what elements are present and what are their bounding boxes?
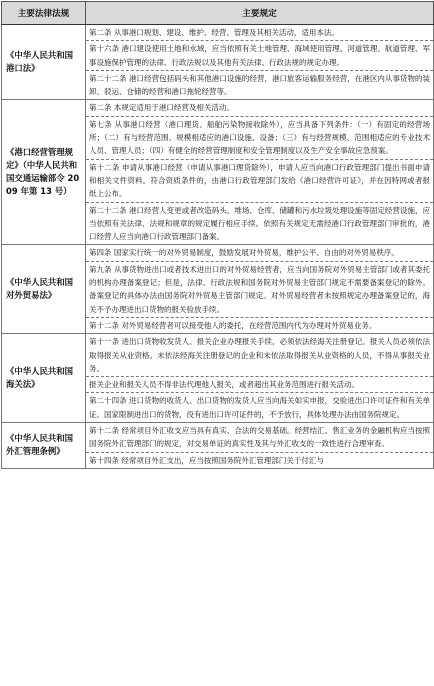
article: 第七条 从事港口经营（港口理货、船舶污染物接收除外），应当具备下列条件：（一）有固定的经营场所；（二）有与经营范围、规模相适应的港口设施、设备；（三）有与经营规模、范围相适应的专业技术人员、管理人员；（四）有健全的经营管理制度和安全管理制度以及生产安全事故应急预案。 <box>86 116 433 159</box>
article: 第十一条 进出口货物收发货人、报关企业办理报关手续，必须依法经海关注册登记。报关人员必须依法取得报关从业资格。未依法经海关注册登记的企业和未依法取得报关从业资格的人员，不得从事报关业务。 <box>89 337 430 373</box>
article: 第二十二条 港口经营人变更或者改造码头、堆场、仓库、储罐和污水垃圾处理设施等固定经营设施，应当依照有关法律、法规和规章的规定履行相应手续。依照有关规定无需经港口行政管理部门审批的，港口经营人应当向港口行政管理部门备案。 <box>86 202 433 245</box>
article: 第十六条 港口建设使用土地和水域，应当依照有关土地管理、海域使用管理、河道管理、航道管理、军事设施保护管理的法律、行政法规以及其他有关法律、行政法规的规定办理。 <box>86 40 433 70</box>
article: 第十四条 经常项目外汇支出，应当按照国务院外汇管理部门关于付汇与 <box>86 452 433 468</box>
law-provisions <box>86 25 434 100</box>
law-provisions <box>86 334 434 423</box>
law-row <box>2 25 434 100</box>
table-header-row <box>2 2 434 25</box>
article: 第二十四条 进口货物的收货人、出口货物的发货人应当向海关如实申报，交验进出口许可证件和有关单证。国家限制进出口的货物，没有进出口许可证件的，不予放行，具体处理办法由国务院规定。 <box>86 392 433 422</box>
article: 第九条 从事货物进出口或者技术进出口的对外贸易经营者，应当向国务院对外贸易主管部门或者其委托的机构办理备案登记；但是，法律、行政法规和国务院对外贸易主管部门规定不需要备案登记的除外。备案登记的具体办法由国务院对外贸易主管部门规定。对外贸易经营者未按照规定办理备案登记的，海关不予办理进出口货物的报关验放手续。 <box>86 261 433 317</box>
article: 第二十二条 港口经营包括码头和其他港口设施的经营，港口旅客运输服务经营，在港区内从事货物的装卸、驳运、仓储的经营和港口拖轮经营等。 <box>86 70 433 100</box>
law-provisions <box>86 245 434 334</box>
law-row <box>2 245 434 334</box>
law-row <box>2 100 434 245</box>
law-name: 《中华人民共和国对外贸易法》 <box>2 245 86 334</box>
law-provisions <box>86 423 434 469</box>
regulations-table <box>1 1 434 469</box>
law-row <box>2 334 434 423</box>
law-name: 《中华人民共和国外汇管理条例》 <box>2 423 86 469</box>
article: 报关企业和报关人员不得非法代理他人报关，或者超出其业务范围进行报关活动。 <box>86 376 433 392</box>
law-name: 《中华人民共和国港口法》 <box>2 25 86 100</box>
law-row <box>2 423 434 469</box>
article: 第四条 国家实行统一的对外贸易制度，鼓励发展对外贸易，维护公平、自由的对外贸易秩序。 <box>89 248 399 258</box>
article: 第二条 从事港口规划、建设、维护、经营、管理及其相关活动，适用本法。 <box>89 28 339 37</box>
header-provisions: 主要规定 <box>86 2 434 25</box>
article: 第二条 本规定适用于港口经营及相关活动。 <box>89 103 234 113</box>
article: 第十二条 对外贸易经营者可以接受他人的委托，在经营范围内代为办理对外贸易业务。 <box>86 317 433 333</box>
article: 第十二条 经常项目外汇收支应当具有真实、合法的交易基础。经营结汇、售汇业务的金融机构应当按照国务院外汇管理部门的规定，对交易单证的真实性及其与外汇收支的一致性进行合理审查。 <box>89 426 430 449</box>
law-name: 《港口经营管理规定》（中华人民共和国交通运输部令 2009 年第 13 号） <box>2 100 86 245</box>
header-law: 主要法律法规 <box>2 2 86 25</box>
article: 第十二条 申请从事港口经营（申请从事港口理货除外），申请人应当向港口行政管理部门提出书面申请和相关文件资料。符合资质条件的，由港口行政管理部门发给《港口经营许可证》，并在因特网或者报纸上公布。 <box>86 159 433 202</box>
law-provisions <box>86 100 434 245</box>
law-name: 《中华人民共和国海关法》 <box>2 334 86 423</box>
